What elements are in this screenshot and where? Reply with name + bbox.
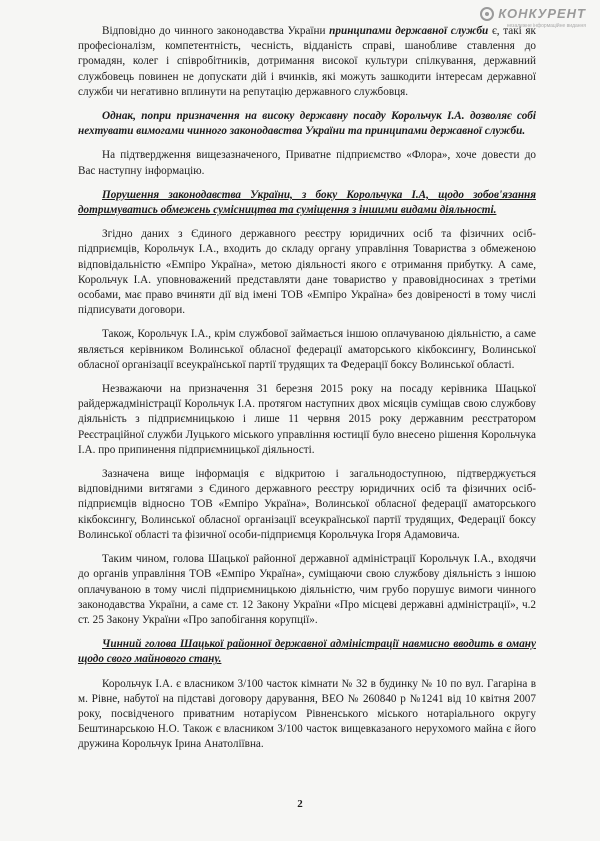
emphasis-span: принципами державної служби [329, 25, 489, 37]
paragraph-registry: Згідно даних з Єдиного державного реєстру юридичних осіб та фізичних осіб-підприємців, Корольчук І.А., входить до складу органу управління Товариства з обмеженою відповідальністю «Емпіро Україна», метою діяльності якого є отримання прибутку. А саме, Корольчук І.А. уповноважений представляти дане товариство у правовідносинах з третіми особами, має право вчиняти дії від імені ТОВ «Емпіро Україна» без довіреності в тому числі підписувати договори. [78, 228, 536, 317]
paragraph-appointment: Незважаючи на призначення 31 березня 2015 року на посаду керівника Шацької райдержадміністрації Корольчук І.А. протягом наступних двох місяців суміщав свою службову діяльність з підприємницькою і лише 11 червня 2015 року державним реєстратором Реєстраційної служби Луцького міського управління юстиції було внесено рішення Корольчука І.А. про припинення підприємницької діяльності. [78, 383, 536, 456]
paragraph-intro: На підтвердження вищезазначеного, Приватне підприємство «Флора», хоче довести до Вас наступну інформацію. [78, 149, 536, 177]
text-span: є, такі як професіоналізм, компетентність, чесність, відданість справі, шанобливе ставлення до громадян, колег і співробітників, дотримання високої культури спілкування, державний службовець повинен не допускати дій і вчинків, які можуть зашкодити інтересам державної служби чи негативно вплинути на репутацію державного службовця. [78, 25, 536, 98]
watermark-tagline: незалежне інформаційне видання [506, 23, 586, 29]
section-heading-violation: Порушення законодавства України, з боку Корольчука І.А, щодо зобов'язання дотримуватись обмежень сумісництва та суміщення з іншими видами діяльності. [78, 188, 536, 217]
paragraph-other-activity: Також, Корольчук І.А., крім службової займається іншою оплачуваною діяльністю, а саме являється керівником Волинської обласної федерації аматорського кікбоксингу, Волинської обласної організації всеукраїнської партії трудящих та Федерації боксу Волинської області. [78, 328, 536, 371]
paragraph-statement: Однак, попри призначення на високу державну посаду Корольчук І.А. дозволяє собі нехтувати вимогами чинного законодавства України та принципами державної служби. [78, 110, 536, 138]
target-icon [480, 7, 494, 21]
section-heading-property: Чинний голова Шацької районної державної адміністрації навмисно вводить в оману щодо свого майнового стану. [78, 638, 536, 666]
document-body [78, 24, 536, 762]
watermark-brand: КОНКУРЕНТ [498, 6, 586, 21]
paragraph-property: Корольчук І.А. є власником 3/100 часток кімнати № 32 в будинку № 10 по вул. Гагаріна в м. Рівне, набутої на підставі договору дарування, ВЕО № 260840 р №1241 від 10 квітня 2007 року, посвідченого приватним нотаріусом Рівненського міського нотаріального округу Бештинарською Н.О. Також є власником 3/100 часток вищевказаного нерухомого майна є його дружина Корольчук Ірина Анатоліївна. [78, 677, 536, 751]
text-span: Відповідно до чинного законодавства України [102, 25, 330, 37]
page-number: 2 [297, 798, 303, 810]
watermark [480, 6, 586, 29]
paragraph-principles [78, 24, 536, 100]
paragraph-conclusion: Таким чином, голова Шацької районної державної адміністрації Корольчук І.А., входячи до органів управління ТОВ «Емпіро Україна», суміщаючи свою службову діяльність з іншою оплачуваною в тому числі підприємницькою діяльністю, чим грубо порушує вимоги чинного законодавства України, а саме ст. 12 Закону України «Про місцеві державні адміністрації», ч.2 ст. 25 Закону України «Про запобігання корупції». [78, 553, 536, 626]
paragraph-public-info: Зазначена вище інформація є відкритою і загальнодоступною, підтверджується відповідними витягами з Єдиного державного реєстру юридичних осіб та фізичних осіб-підприємців відносно ТОВ «Емпіро Україна», Волинської обласної федерації аматорського кікбоксингу, Волинської обласної організації всеукраїнської партії трудящих, Федерації боксу Волинської області та фізичної особи-підприємця Корольчука Ігоря Адамовича. [78, 468, 536, 541]
